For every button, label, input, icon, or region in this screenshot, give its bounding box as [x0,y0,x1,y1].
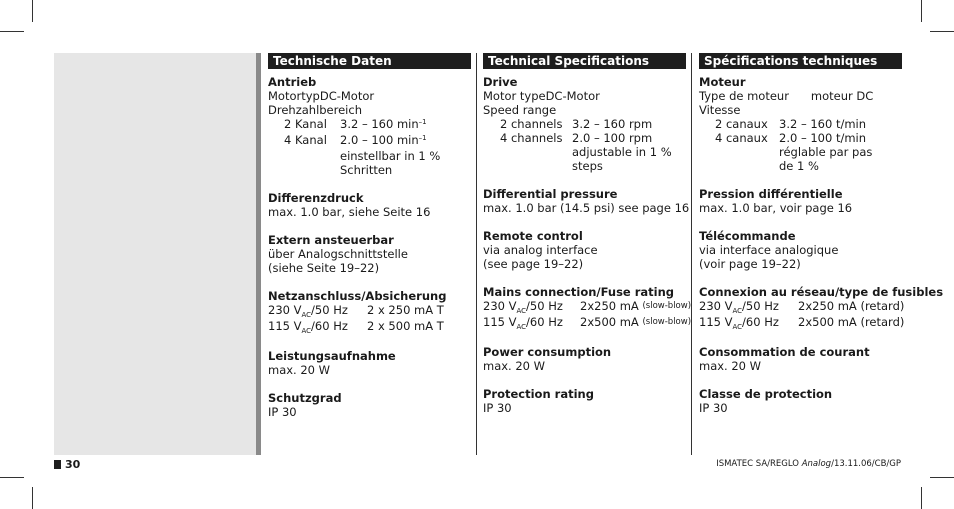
motor-type: Type de moteur moteur DC [699,89,874,103]
speed-row-2ch [483,117,691,131]
channel-label: 4 canaux [715,131,768,145]
section-title: Télécommande [699,229,796,243]
remote-section [699,229,943,271]
crop-mark [930,477,954,478]
document-reference: ISMATEC SA/REGLO Analog/13.11.06/CB/GP [716,459,901,469]
channel-label: 4 Kanal [284,133,327,147]
section-value: IP 30 [483,401,512,415]
fuse-value: 2 x 250 mA T [367,303,444,317]
crop-mark [32,0,33,22]
protection-section [699,387,943,415]
section-title: Protection rating [483,387,594,401]
speed-row-2ch [268,117,471,133]
column-heading: Technische Daten [268,53,471,69]
pressure-section [699,187,943,215]
section-value: max. 20 W [483,359,546,373]
section-title: Differential pressure [483,187,618,201]
column-heading: Spécifications techniques [699,53,902,69]
power-section [699,345,943,373]
mains-row-115: 115 $V_{AC}/60$ Hz 2x500 mA (retard) [699,315,905,331]
section-value: (siehe Seite 19–22) [268,261,380,275]
section-title: Schutzgrad [268,391,342,405]
section-value: via interface analogique [699,243,839,257]
column-divider [476,53,477,455]
fuse-value: 2x250 mA (retard) [798,299,905,313]
remote-section [483,229,691,271]
section-title: Connexion au réseau/type de fusibles [699,285,944,299]
section-value: max. 20 W [268,363,331,377]
drive-section [483,75,691,173]
column-divider [691,53,692,455]
unit-superscript: –1 [418,134,427,142]
fuse-note: (slow-blow) [642,301,692,311]
section-value: IP 30 [699,401,728,415]
protection-section [268,391,471,419]
mains-row-115: 115 $V_{AC}/60$ Hz 2 x 500 mA T [268,319,444,335]
drive-section [699,75,943,173]
adjust-note: réglable par pas de 1 % [779,145,873,173]
section-title: Differenzdruck [268,191,364,205]
fuse-value: 2x500 mA (retard) [798,315,905,329]
channel-label: 2 canaux [715,117,768,131]
mains-section [483,285,691,331]
speed-row-4ch [268,133,471,149]
spec-column-de [268,53,471,433]
page-marker-icon [54,460,61,469]
section-value: via analog interface [483,243,598,257]
drive-section [268,75,471,177]
fuse-note: (slow-blow) [642,317,692,327]
pressure-section [483,187,691,215]
pressure-section [268,191,471,219]
mains-row-230: 230 $V_{AC}/50$ Hz 2 x 250 mA T [268,303,444,319]
section-title: Mains connection/Fuse rating [483,285,675,299]
channel-value: 3.2 – 160 rpm [572,117,653,131]
channel-label: 4 channels [500,131,563,145]
section-value: IP 30 [268,405,297,419]
power-section [268,349,471,377]
spec-column-fr [699,53,943,429]
unit-superscript: –1 [418,118,427,126]
fuse-value: 2 x 500 mA T [367,319,444,333]
channel-value: 2.0 – 100 $\min^{-1}$ [340,133,427,147]
section-value: über Analogschnittstelle [268,247,408,261]
motor-type: MotortypDC-Motor [268,89,375,103]
section-value: max. 1.0 bar (14.5 psi) see page 16 [483,201,690,215]
speed-range-label: Speed range [483,103,557,117]
mains-row-115: 115 $V_{AC}/60$ Hz 2x500 mA (slow-blow) [483,315,692,331]
remote-section [268,233,471,275]
channel-label: 2 Kanal [284,117,327,131]
section-title: Classe de protection [699,387,833,401]
speed-range-label: Vitesse [699,103,741,117]
mains-row-230: 230 $V_{AC}/50$ Hz 2x250 mA (retard) [699,299,905,315]
section-title: Remote control [483,229,583,243]
adjust-note: adjustable in 1 % steps [572,145,672,173]
section-title: Pression différentielle [699,187,843,201]
protection-section [483,387,691,415]
motor-type: Motor typeDC-Motor [483,89,600,103]
section-title: Moteur [699,75,746,89]
mains-row-230: 230 $V_{AC}/50$ Hz 2x250 mA (slow-blow) [483,299,692,315]
fuse-value: 2x500 mA [580,315,639,329]
page-footer-left [54,458,80,471]
speed-range-label: Drehzahlbereich [268,103,362,117]
channel-label: 2 channels [500,117,563,131]
fuse-value: 2x250 mA [580,299,639,313]
section-title: Leistungsaufnahme [268,349,396,363]
speed-row-2ch [699,117,943,131]
spec-column-en [483,53,691,429]
crop-mark [0,31,24,32]
power-section [483,345,691,373]
channel-value: 2.0 – 100 t/min [779,131,867,145]
channel-value: 3.2 – 160 $\min^{-1}$ [340,117,427,131]
gray-margin-bar [256,53,261,455]
section-title: Consommation de courant [699,345,870,359]
speed-row-4ch [483,131,691,145]
mains-section [699,285,943,331]
crop-mark [921,487,922,509]
crop-mark [930,31,954,32]
adjust-note: einstellbar in 1 % Schritten [340,149,441,177]
column-heading: Technical Specifications [483,53,686,69]
gray-margin-panel [54,53,256,455]
section-value: (see page 19–22) [483,257,584,271]
speed-row-4ch [699,131,943,145]
section-title: Netzanschluss/Absicherung [268,289,447,303]
section-value: max. 1.0 bar, siehe Seite 16 [268,205,431,219]
channel-value: 3.2 – 160 t/min [779,117,867,131]
section-title: Drive [483,75,518,89]
section-value: max. 1.0 bar, voir page 16 [699,201,853,215]
section-value: (voir page 19–22) [699,257,801,271]
crop-mark [32,487,33,509]
section-value: max. 20 W [699,359,762,373]
mains-section [268,289,471,335]
channel-value: 2.0 – 100 rpm [572,131,653,145]
section-title: Power consumption [483,345,612,359]
section-title: Extern ansteuerbar [268,233,394,247]
page-number: 30 [65,458,81,471]
section-title: Antrieb [268,75,317,89]
crop-mark [0,477,24,478]
crop-mark [921,0,922,22]
